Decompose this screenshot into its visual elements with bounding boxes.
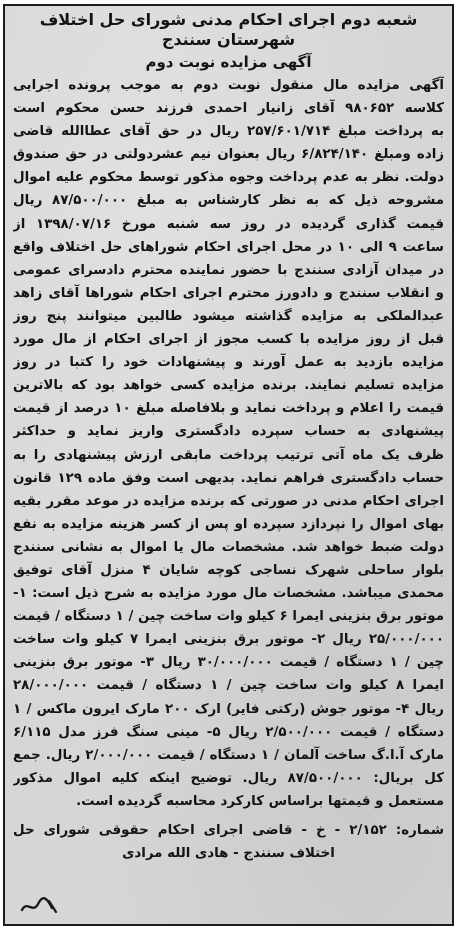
notice-line: بلوار ساحلی شهرک نساجی کوچه شایان ۴ منزل آقای توفیق xyxy=(13,562,444,578)
notice-line: مشروحه ذیل که به نظر کارشناس به مبلغ ۸۷/۵۰۰/۰۰۰ ریال xyxy=(13,193,444,209)
notice-line: قیمت را اعلام و پرداخت نماید و بلافاصله مبلغ ۱۰ درصد از قیمت xyxy=(13,401,444,417)
notice-line: ساعت ۹ الی ۱۰ در محل اجرای احکام شوراهای حل اختلاف واقع xyxy=(13,239,444,255)
notice-line: چین / ۱ دستگاه / قیمت ۳۰/۰۰۰/۰۰۰ ریال ۳- موتور برق بنزینی xyxy=(13,655,444,671)
notice-line: محمدی میباشد. مشخصات مال مورد مزایده به شرح ذیل است: ۱- xyxy=(13,586,444,602)
notice-line: آگهی مزایده مال منقول نوبت دوم به موجب پرونده اجرایی xyxy=(13,78,444,93)
notice-line: زاده ومبلغ ۶/۸۲۴/۱۴۰ ریال بعنوان نیم عشردولتی در حق صندوق xyxy=(13,147,444,163)
notice-line: عبدالملکی به مزایده گذاشته میشود طالبین میتوانند پنج روز xyxy=(13,308,444,324)
notice-line: کلاسه ۹۸۰۶۵۲ آقای زانیار احمدی فرزند حسن محکوم است xyxy=(13,101,444,117)
notice-line: دستگاه / قیمت ۲/۵۰۰/۰۰۰ ریال ۵- مینی سنگ فرز مدل ۶/۱۱۵ xyxy=(13,724,444,740)
notice-line: قیمت گذاری گردیده در روز سه شنبه مورخ ۱۳۹۸/۰۷/۱۶ از xyxy=(13,216,444,232)
notice-line: قبل از روز مزایده با کسب مجوز از اجرای احکام از مال مورد xyxy=(13,332,444,348)
notice-line: به پرداخت مبلغ ۲۵۷/۶۰۱/۷۱۴ ریال در حق آقای عطاالله قاضی xyxy=(13,124,444,140)
notice-line: ظرف یک ماه آتی ترتیب پرداخت مابقی ارزش پیشنهادی را به xyxy=(13,447,444,463)
notice-line: در میدان آزادی سنندج با حضور نماینده محترم دادسرای عمومی xyxy=(13,262,444,278)
notice-title: شعبه دوم اجرای احکام مدنی شورای حل اختلاف شهرستان سنندج xyxy=(39,10,418,49)
notice-line: کل بریال: ۸۷/۵۰۰/۰۰۰ ریال. توضیح اینکه کلیه اموال مذکور xyxy=(13,770,444,786)
notice-line: مارک آ.ا.گ ساخت آلمان / ۱ دستگاه / قیمت ۲/۰۰۰/۰۰۰ ریال. جمع xyxy=(13,747,444,763)
notice-line: بهای اموال را نپردازد سپرده او پس از کسر هزینه مزایده به نفع xyxy=(13,516,444,532)
notice-footer xyxy=(13,819,444,865)
notice-clipping xyxy=(3,4,454,926)
notice-line: دولت ضبط خواهد شد. مشخصات مال یا اموال به نشانی سنندج xyxy=(13,539,444,555)
notice-line: پیشنهادی به حساب سپرده دادگستری واریز نماید و حداکثر xyxy=(13,424,444,440)
notice-line: دولت. نظر به عدم پرداخت وجوه مذکور توسط محکوم علیه اموال xyxy=(13,170,444,186)
notice-line: موتور برق بنزینی ایمرا ۶ کیلو وات ساخت چین / ۱ دستگاه / قیمت xyxy=(13,609,444,625)
notice-line: اجرای احکام مدنی در صورتی که برنده مزایده در موعد مقرر بقیه xyxy=(13,493,444,509)
notice-line: ریال ۴- موتور جوش (رکتی فایر) ارک ۲۰۰ مارک ایرون ماکس / ۱ xyxy=(13,701,444,717)
notice-subtitle: آگهی مزایده نوبت دوم xyxy=(145,53,312,71)
notice-line: مزایده بازدید به عمل آورند و پیشنهادات خود را کتبا در روز xyxy=(13,355,444,371)
notice-line: مزایده تسلیم نمایند. برنده مزایده کسی خواهد بود که بالاترین xyxy=(13,378,444,394)
notice-line: و انقلاب سنندج و دادورز محترم اجرای احکام شوراها آقای زاهد xyxy=(13,285,444,301)
handwritten-mark-icon xyxy=(19,892,59,918)
notice-body xyxy=(13,10,444,865)
notice-line: ایمرا ۸ کیلو وات ساخت چین / ۱ دستگاه / قیمت ۲۸/۰۰۰/۰۰۰ xyxy=(13,678,444,694)
notice-line: مستعمل و قیمتها براساس کارکرد محاسبه گردیده است. xyxy=(76,793,444,809)
notice-line: حساب دادگستری فراهم نماید. بدیهی است وفق ماده ۱۲۹ قانون xyxy=(13,470,444,486)
notice-line: ۲۵/۰۰۰/۰۰۰ ریال ۲- موتور برق بنزینی ایمرا ۷ کیلو وات ساخت xyxy=(13,632,444,648)
footer-signature: اختلاف سنندج - هادی الله مرادی xyxy=(122,846,335,862)
footer-reference: شماره: ۲/۱۵۲ - خ - قاضی اجرای احکام حقوقی شورای حل xyxy=(13,823,444,838)
